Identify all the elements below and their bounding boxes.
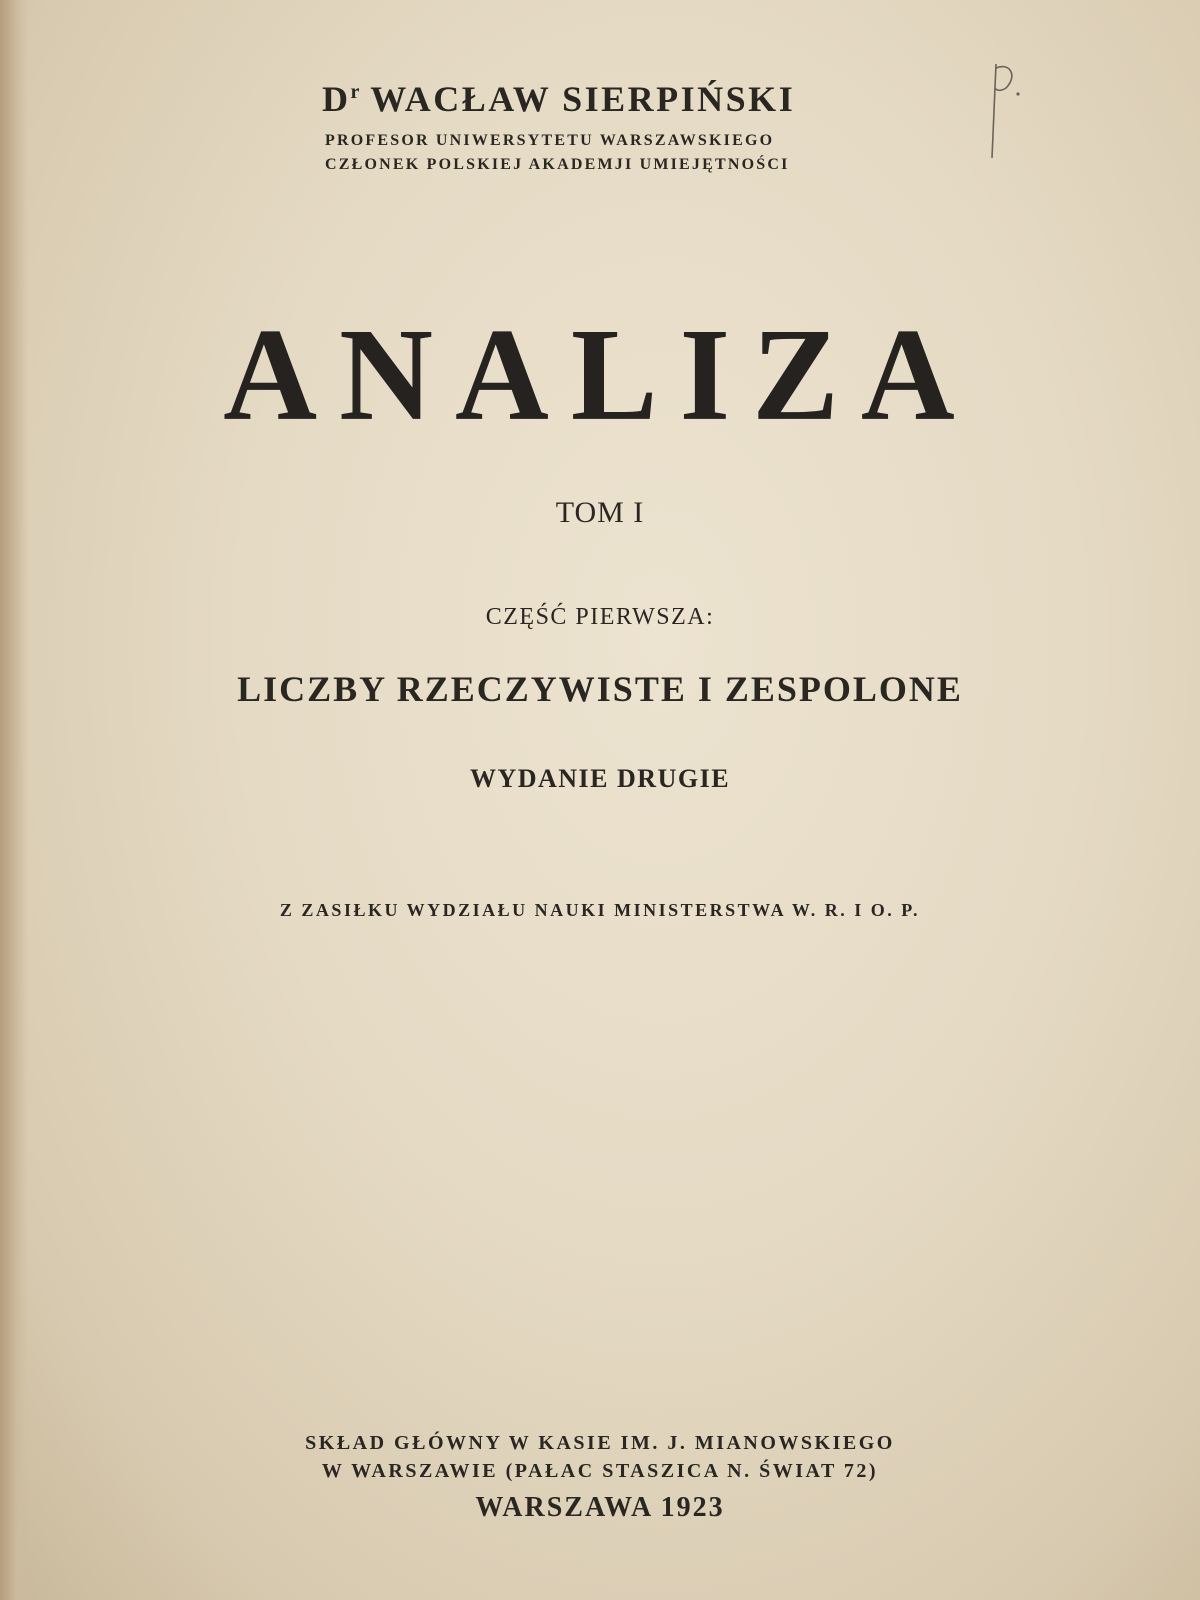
- publisher-line-1: SKŁAD GŁÓWNY W KASIE IM. J. MIANOWSKIEGO: [305, 1432, 895, 1454]
- page-edge-shadow: [0, 0, 28, 1600]
- publisher-line-2: W WARSZAWIE (PAŁAC STASZICA N. ŚWIAT 72): [321, 1460, 879, 1482]
- book-subtitle: LICZBY RZECZYWISTE I ZESPOLONE: [237, 669, 963, 709]
- author-prefix-superscript: r: [350, 81, 360, 103]
- grant-note: Z ZASIŁKU WYDZIAŁU NAUKI MINISTERSTWA W. R. I O. P.: [279, 900, 921, 920]
- volume-label: TOM I: [555, 496, 645, 529]
- part-label: CZĘŚĆ PIERWSZA:: [485, 604, 715, 630]
- pencil-mark-icon: [988, 58, 1028, 168]
- author-affiliation-2: CZŁONEK POLSKIEJ AKADEMJI UMIEJĘTNOŚCI: [325, 156, 790, 173]
- book-title: ANALIZA: [223, 301, 977, 449]
- author-prefix: D: [322, 79, 351, 119]
- author-name: [322, 78, 795, 120]
- place-and-year: WARSZAWA 1923: [475, 1492, 725, 1523]
- edition-label: WYDANIE DRUGIE: [469, 764, 731, 793]
- author-affiliation-1: PROFESOR UNIWERSYTETU WARSZAWSKIEGO: [325, 132, 775, 149]
- author-full-name: WACŁAW SIERPIŃSKI: [370, 79, 796, 119]
